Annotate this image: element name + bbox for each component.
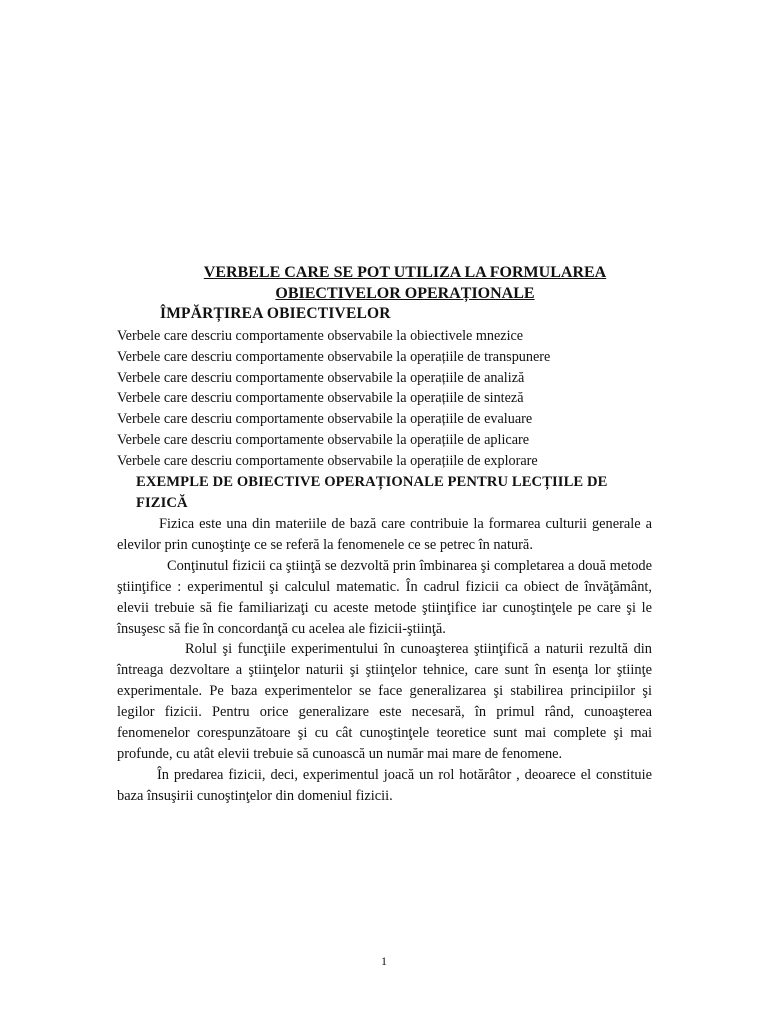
body-text xyxy=(117,514,652,807)
section-heading: EXEMPLE DE OBIECTIVE OPERAȚIONALE PENTRU LECȚIILE DE FIZICĂ xyxy=(136,474,608,511)
paragraph: Fizica este una din materiile de bază care contribuie la formarea culturii generale a elevilor prin cunoştinţe ce se referă la fenomenele ce se petrec în natură. xyxy=(117,516,652,553)
list-item: Verbele care descriu comportamente observabile la operațiile de transpunere xyxy=(117,348,551,365)
list-item: Verbele care descriu comportamente observabile la obiectivele mnezice xyxy=(117,328,524,344)
paragraph: În predarea fizicii, deci, experimentul joacă un rol hotărâtor , deoarece el constituie baza însuşirii cunoştinţelor din domeniul fizicii. xyxy=(117,766,652,804)
document-title-line-1: VERBELE CARE SE POT UTILIZA LA FORMULAREA xyxy=(203,264,607,281)
list-item: Verbele care descriu comportamente observabile la operațiile de aplicare xyxy=(117,431,530,448)
list-item: Verbele care descriu comportamente observabile la operațiile de sinteză xyxy=(117,390,524,407)
list-item: Verbele care descriu comportamente observabile la operațiile de evaluare xyxy=(117,411,533,428)
list-item: Verbele care descriu comportamente observabile la operațiile de explorare xyxy=(117,452,538,469)
paragraph: Conţinutul fizicii ca ştiinţă se dezvoltă prin îmbinarea şi completarea a două metode ştiinţifice : experimentul şi calculul matematic. În cadrul fizicii ca obiect de învăţământ, elevii trebuie să fie familiarizaţi cu aceste metode ştiinţifice iar cunoştinţele pe care şi le însuşesc să fie în concordanţă cu acelea ale fizicii-ştiinţă. xyxy=(117,557,652,637)
document-title-line-2: OBIECTIVELOR OPERAȚIONALE xyxy=(275,285,535,302)
page-number: 1 xyxy=(381,954,387,968)
paragraph: Rolul şi funcţiile experimentului în cunoaşterea ştiinţifică a naturii rezultă din întreaga dezvoltare a ştiinţelor naturii şi ştiinţelor tehnice, care sunt în esenţa lor ştiinţe experimentale. Pe baza experimentelor se face generalizarea şi stabilirea principiilor şi legilor fizicii. Pentru orice generalizare este necesară, în primul rând, cunoaşterea fenomenelor corespunzătoare şi cu cât cunoştinţele teoretice sunt mai complete şi mai profunde, cu atât elevii trebuie să cunoască un număr mai mare de fenomene. xyxy=(117,641,652,762)
section-subtitle: ÎMPĂRȚIREA OBIECTIVELOR xyxy=(160,305,391,322)
verb-category-list xyxy=(117,326,677,472)
list-item: Verbele care descriu comportamente observabile la operațiile de analiză xyxy=(117,369,525,386)
